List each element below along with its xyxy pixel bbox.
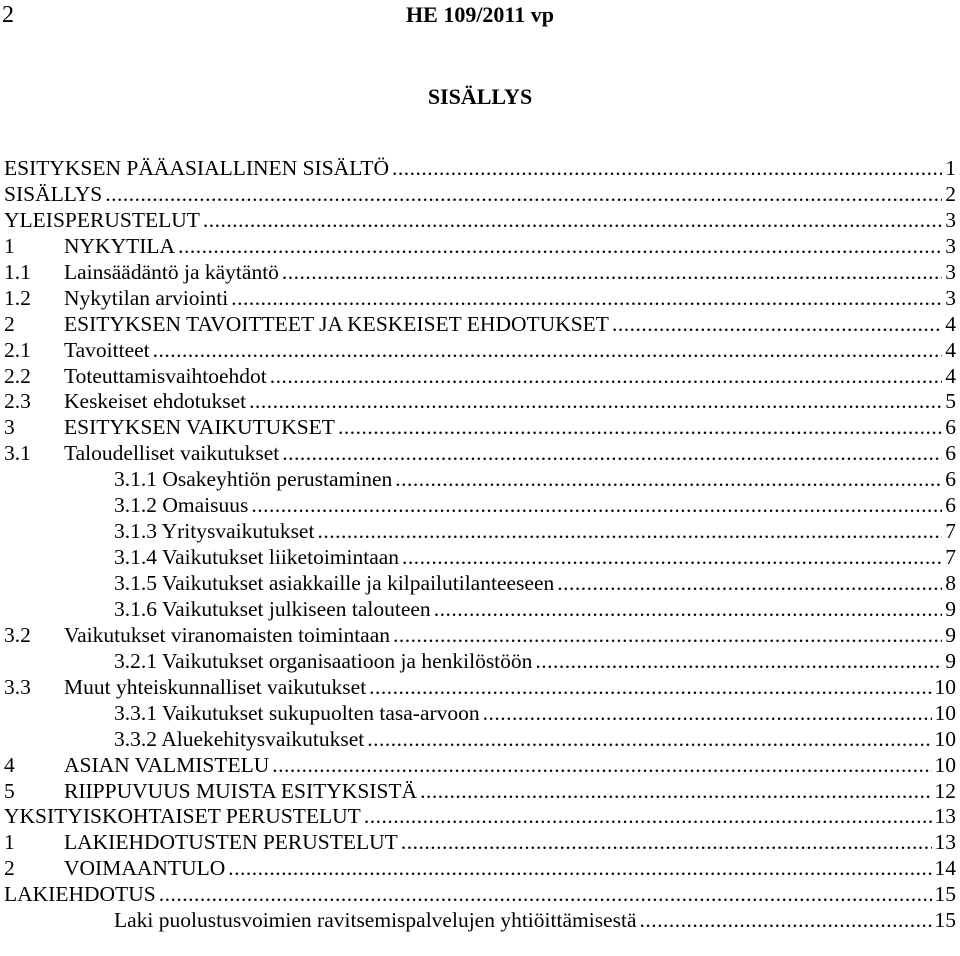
- dot-leader: [392, 156, 942, 182]
- toc-entry[interactable]: [4, 882, 956, 908]
- toc-entry-number: 2.2: [4, 363, 31, 388]
- dot-leader: [364, 804, 932, 830]
- toc-entry-page: 13: [934, 830, 956, 855]
- toc-entry-title: 3.3.1 Vaikutukset sukupuolten tasa-arvoon: [114, 700, 480, 725]
- toc-entry[interactable]: [4, 156, 956, 182]
- toc-entry-page: 4: [945, 311, 956, 336]
- toc-heading: SISÄLLYS: [427, 84, 533, 109]
- dot-leader: [557, 571, 942, 597]
- toc-entry-page: 7: [945, 545, 956, 570]
- dot-leader: [395, 467, 942, 493]
- toc-entry-page: 4: [945, 363, 956, 388]
- toc-entry[interactable]: [4, 779, 956, 805]
- toc-entry-page: 14: [934, 856, 956, 881]
- toc-entry-number: 1: [4, 233, 15, 258]
- toc-entry-page: 12: [934, 778, 956, 803]
- toc-entry-title: Vaikutukset viranomaisten toimintaan: [64, 622, 391, 647]
- dot-leader: [203, 208, 942, 234]
- toc-entry-number: 5: [4, 778, 15, 803]
- toc-entry[interactable]: [4, 286, 956, 312]
- toc-entry-title: 3.1.3 Yritysvaikutukset: [114, 519, 315, 544]
- toc-entry-number: 3.3: [4, 674, 31, 699]
- toc-entry[interactable]: [4, 753, 956, 779]
- toc-entry-title: ESITYKSEN PÄÄASIALLINEN SISÄLTÖ: [4, 156, 390, 180]
- dot-leader: [105, 182, 942, 208]
- toc-entry[interactable]: [4, 727, 956, 753]
- dot-leader: [338, 415, 942, 441]
- toc-entry-title: SISÄLLYS: [4, 181, 103, 206]
- toc-entry-page: 3: [945, 285, 956, 310]
- toc-entry-number: 3.2: [4, 622, 31, 647]
- toc-entry-number: 1.2: [4, 285, 31, 310]
- toc-entry-title: VOIMAANTULO: [64, 856, 226, 881]
- dot-leader: [228, 856, 931, 882]
- dot-leader: [153, 338, 943, 364]
- toc-entry-page: 8: [945, 571, 956, 595]
- dot-leader: [282, 260, 942, 286]
- toc-entry-title: 3.1.1 Osakeyhtiön perustaminen: [114, 467, 393, 492]
- dot-leader: [367, 727, 931, 753]
- dot-leader: [159, 882, 932, 908]
- dot-leader: [640, 908, 932, 934]
- toc-entry-page: 6: [945, 415, 956, 440]
- dot-leader: [270, 364, 943, 390]
- toc-entry-page: 10: [934, 752, 956, 777]
- toc-entry-page: 9: [945, 648, 956, 673]
- toc-entry[interactable]: [4, 208, 956, 234]
- toc-entry-title: Keskeiset ehdotukset: [64, 389, 247, 414]
- toc-entry[interactable]: [4, 545, 956, 571]
- toc-entry-number: 2.3: [4, 389, 31, 414]
- toc-entry-page: 15: [934, 908, 956, 933]
- toc-entry-page: 6: [945, 467, 956, 492]
- toc-entry[interactable]: [4, 856, 956, 882]
- toc-entry[interactable]: [4, 260, 956, 286]
- document-id: HE 109/2011 vp: [406, 2, 554, 27]
- toc-entry[interactable]: [4, 908, 956, 934]
- toc-entry-title: Taloudelliset vaikutukset: [64, 441, 280, 466]
- toc-entry-page: 10: [934, 700, 956, 725]
- toc-entry-number: 4: [4, 752, 15, 777]
- toc-entry-page: 3: [945, 259, 956, 284]
- toc-entry[interactable]: [4, 182, 956, 208]
- toc-entry-title: 3.3.2 Aluekehitysvaikutukset: [114, 726, 365, 751]
- toc-entry-page: 3: [945, 233, 956, 258]
- toc-entry[interactable]: [4, 623, 956, 649]
- toc-entry-title: YLEISPERUSTELUT: [4, 207, 200, 232]
- toc-entry-title: ASIAN VALMISTELU: [64, 752, 270, 777]
- toc-entry-title: ESITYKSEN VAIKUTUKSET: [64, 415, 335, 440]
- dot-leader: [282, 441, 942, 467]
- toc-entry-number: 3: [4, 415, 15, 440]
- page-number: 2: [2, 2, 14, 28]
- toc-entry[interactable]: [4, 338, 956, 364]
- toc-entry-page: 9: [945, 622, 956, 647]
- toc-entry[interactable]: [4, 415, 956, 441]
- dot-leader: [393, 623, 942, 649]
- dot-leader: [612, 312, 942, 338]
- toc-entry-number: 1.1: [4, 259, 31, 284]
- toc-entry-page: 2: [945, 181, 956, 206]
- table-of-contents: [4, 156, 956, 934]
- toc-entry[interactable]: [4, 571, 956, 597]
- toc-entry[interactable]: [4, 312, 956, 338]
- toc-entry-page: 6: [945, 493, 956, 518]
- toc-entry-title: ESITYKSEN TAVOITTEET JA KESKEISET EHDOTUKSET: [64, 311, 609, 336]
- dot-leader: [420, 779, 931, 805]
- dot-leader: [402, 545, 942, 571]
- dot-leader: [434, 597, 943, 623]
- dot-leader: [272, 753, 931, 779]
- toc-entry-title: Laki puolustusvoimien ravitsemispalvelujen yhtiöittämisestä: [114, 908, 637, 933]
- toc-entry-number: 2: [4, 856, 15, 881]
- toc-entry-title: 3.1.5 Vaikutukset asiakkaille ja kilpailutilanteeseen: [114, 571, 555, 595]
- toc-entry-page: 10: [934, 674, 956, 699]
- toc-entry-page: 5: [945, 389, 956, 414]
- toc-entry-number: 2: [4, 311, 15, 336]
- toc-entry-page: 9: [945, 596, 956, 621]
- toc-entry[interactable]: [4, 675, 956, 701]
- dot-leader: [401, 830, 932, 856]
- dot-leader: [251, 493, 942, 519]
- toc-entry[interactable]: [4, 441, 956, 467]
- toc-entry-title: 3.1.4 Vaikutukset liiketoimintaan: [114, 545, 400, 570]
- toc-entry-title: Tavoitteet: [64, 337, 150, 362]
- dot-leader: [535, 649, 942, 675]
- toc-entry[interactable]: [4, 519, 956, 545]
- toc-entry-title: Muut yhteiskunnalliset vaikutukset: [64, 674, 367, 699]
- dot-leader: [483, 701, 932, 727]
- dot-leader: [178, 234, 942, 260]
- toc-entry[interactable]: [4, 364, 956, 390]
- toc-entry-title: 3.1.6 Vaikutukset julkiseen talouteen: [114, 596, 431, 621]
- toc-entry[interactable]: [4, 701, 956, 727]
- toc-entry-title: YKSITYISKOHTAISET PERUSTELUT: [4, 804, 361, 829]
- dot-leader: [231, 286, 942, 312]
- toc-entry-title: Toteuttamisvaihtoehdot: [64, 363, 267, 388]
- toc-entry-title: LAKIEHDOTUS: [4, 882, 156, 907]
- toc-entry-title: 3.2.1 Vaikutukset organisaatioon ja henkilöstöön: [114, 648, 533, 673]
- toc-entry-page: 7: [945, 519, 956, 544]
- toc-entry[interactable]: [4, 804, 956, 830]
- toc-entry-title: LAKIEHDOTUSTEN PERUSTELUT: [64, 830, 398, 855]
- toc-entry-page: 3: [945, 207, 956, 232]
- toc-entry-number: 3.1: [4, 441, 31, 466]
- toc-entry-title: Nykytilan arviointi: [64, 285, 229, 310]
- toc-entry[interactable]: [4, 649, 956, 675]
- toc-entry[interactable]: [4, 234, 956, 260]
- toc-entry-page: 15: [934, 882, 956, 907]
- toc-entry-title: NYKYTILA: [64, 233, 176, 258]
- toc-entry[interactable]: [4, 389, 956, 415]
- toc-entry-page: 4: [945, 337, 956, 362]
- dot-leader: [369, 675, 931, 701]
- dot-leader: [317, 519, 942, 545]
- toc-entry-page: 6: [945, 441, 956, 466]
- toc-entry-title: RIIPPUVUUS MUISTA ESITYKSISTÄ: [64, 778, 418, 803]
- toc-entry-page: 1: [945, 156, 956, 180]
- toc-entry[interactable]: [4, 830, 956, 856]
- dot-leader: [249, 389, 942, 415]
- toc-entry-number: 2.1: [4, 337, 31, 362]
- toc-entry[interactable]: [4, 597, 956, 623]
- toc-entry[interactable]: [4, 467, 956, 493]
- toc-entry-number: 1: [4, 830, 15, 855]
- toc-entry-title: 3.1.2 Omaisuus: [114, 493, 249, 518]
- toc-entry-page: 10: [934, 726, 956, 751]
- toc-entry[interactable]: [4, 493, 956, 519]
- toc-entry-title: Lainsäädäntö ja käytäntö: [64, 259, 279, 284]
- toc-entry-page: 13: [934, 804, 956, 829]
